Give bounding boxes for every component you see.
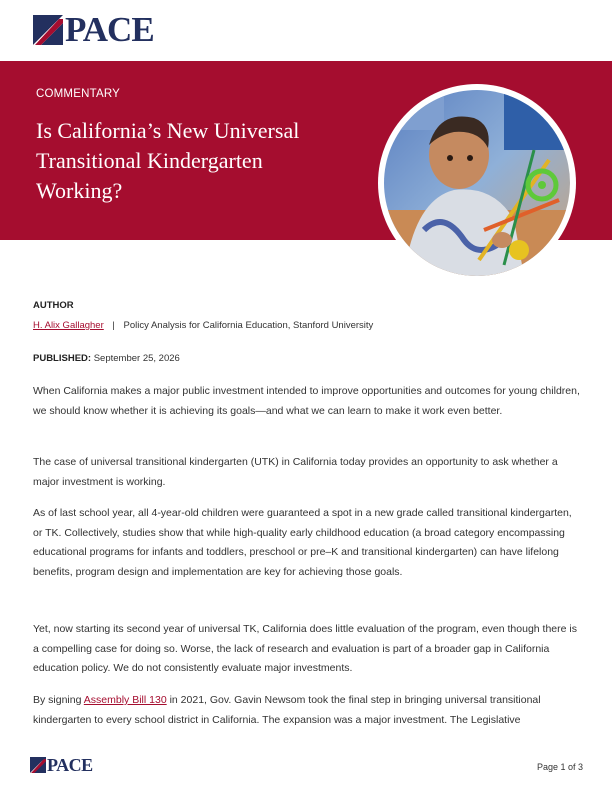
body-paragraph: As of last school year, all 4-year-old children were guaranteed a spot in a new grade called transitional kindergarten, or TK. Collectively, studies show that while high-quality early childhood education (a broad category encompassing educational programs for infants and toddlers, preschool or pre–K and transitional kindergarten) can have lifelong benefits, program design and implementation are key for achieving those goals.: [33, 507, 572, 578]
pace-flag-icon: [33, 15, 63, 45]
article-title: [36, 116, 366, 206]
body-paragraph: When California makes a major public investment intended to improve opportunities and outcomes for young children, we should know whether it is achieving its goals—and what we can learn to make it work even better.: [33, 385, 580, 417]
separator: |: [112, 320, 115, 331]
author-line: [33, 320, 373, 331]
article-category: COMMENTARY: [36, 88, 120, 100]
title-line: Transitional Kindergarten: [36, 148, 263, 173]
author-affiliation: Policy Analysis for California Education, Stanford University: [123, 320, 374, 331]
author-name-link[interactable]: H. Alix Gallagher: [33, 320, 104, 331]
title-line: Is California’s New Universal: [36, 118, 300, 143]
footer-logo-wordmark: PACE: [47, 755, 93, 775]
title-line: Working?: [36, 178, 123, 203]
body-paragraph: [33, 691, 581, 730]
author-heading: AUTHOR: [33, 300, 74, 311]
published-date: September 25, 2026: [93, 353, 180, 364]
logo-wordmark: PACE: [65, 10, 154, 49]
body-paragraph: The case of universal transitional kindergarten (UTK) in California today provides an opportunity to ask whether a major investment is working.: [33, 456, 558, 488]
published-label: PUBLISHED:: [33, 353, 92, 364]
paragraph-text: By signing: [33, 694, 84, 706]
hero-photo-child-playing: [384, 90, 570, 276]
footer-pace-logo[interactable]: [30, 757, 93, 773]
body-paragraph: Yet, now starting its second year of universal TK, California does little evaluation of the program, even though there is a compelling case for doing so. Worse, the lack of research and evaluation is part of a broader gap in California education policy. We do not consistently evaluate major investments.: [33, 623, 577, 674]
pace-flag-icon: [30, 757, 46, 773]
page-number: Page 1 of 3: [536, 762, 583, 772]
published-line: [33, 353, 180, 364]
pace-logo[interactable]: [33, 10, 154, 49]
assembly-bill-link[interactable]: Assembly Bill 130: [83, 694, 167, 706]
paragraph-text: in 2021, Gov. Gavin Newsom took the final step in bringing universal transitional kindergarten to every school district in California. The expansion was a major investment. The Legislative: [33, 694, 541, 726]
